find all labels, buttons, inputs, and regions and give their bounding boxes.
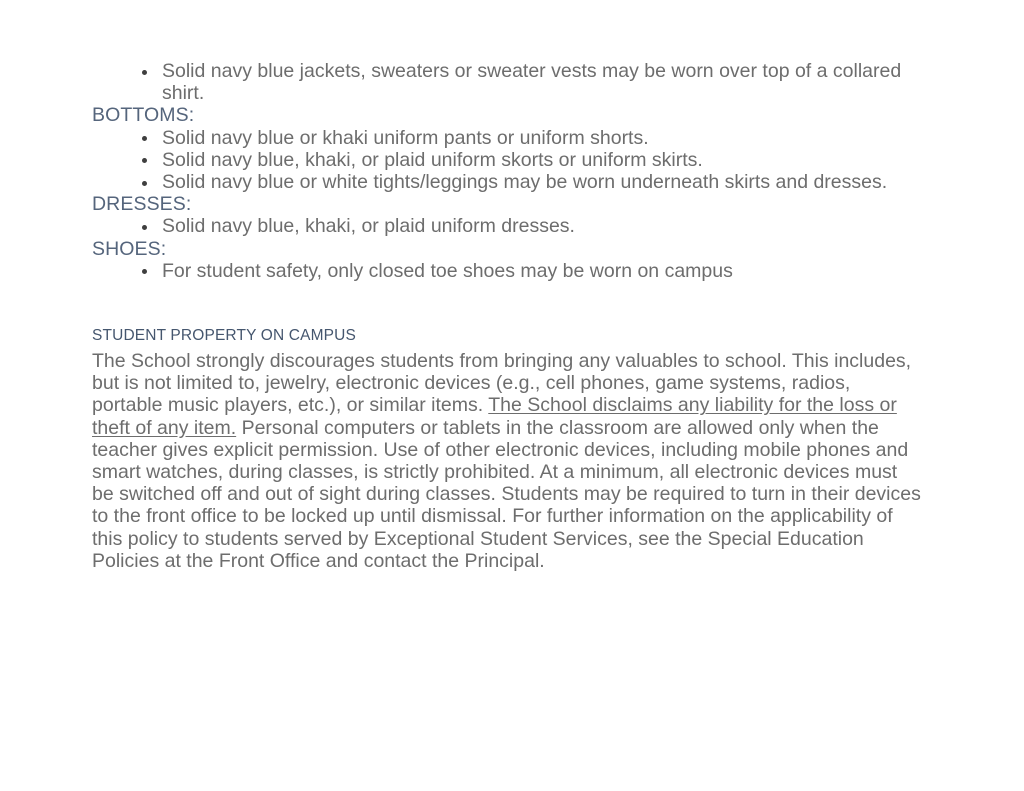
bullet-text: Solid navy blue, khaki, or plaid uniform dresses.	[162, 215, 575, 238]
section-spacer	[92, 282, 929, 326]
paragraph-text-rest: Personal computers or tablets in the classroom are allowed only when the teacher gives explicit permission. Use of other electronic devices, including mobile phones and smart watches, during classes, is strictly prohibited. At a minimum, all electronic devices must be switched off and out of sight during classes. Students may be required to turn in their devices to the front office to be locked up until dismissal. For further information on the applicability of this policy to students served by Exceptional Student Services, see the Special Education Policies at the Front Office and contact the Principal.	[92, 416, 921, 572]
bullet-text: Solid navy blue, khaki, or plaid uniform skorts or uniform skirts.	[162, 148, 703, 171]
list-item	[92, 215, 929, 237]
student-property-paragraph	[92, 350, 922, 572]
bullet-text: Solid navy blue or khaki uniform pants or uniform shorts.	[162, 126, 649, 149]
section-label-bottoms: BOTTOMS:	[92, 104, 195, 127]
section-label-dresses: DRESSES:	[92, 193, 192, 216]
bullet-text: Solid navy blue or white tights/leggings may be worn underneath skirts and dresses.	[162, 171, 888, 194]
tops-continued-bullet-list	[92, 60, 929, 104]
uniform-policy-section	[92, 60, 929, 282]
dresses-bullet-list	[92, 215, 929, 237]
list-item	[92, 149, 929, 171]
list-item	[92, 260, 929, 282]
list-item	[92, 60, 929, 104]
paragraph-text-underlined: The School disclaims any liability for the loss or theft of any item.	[92, 394, 897, 439]
section-label-shoes: SHOES:	[92, 237, 167, 260]
bullet-text: Solid navy blue jackets, sweaters or sweater vests may be worn over top of a collared shirt.	[162, 60, 902, 105]
bottoms-bullet-list	[92, 127, 929, 194]
bullet-text: For student safety, only closed toe shoes may be worn on campus	[162, 259, 733, 282]
list-item	[92, 171, 929, 193]
paragraph-text-lead: The School strongly discourages students from bringing any valuables to school. This includes, but is not limited to, jewelry, electronic devices (e.g., cell phones, game systems, radios, portable music players, etc.), or similar items.	[92, 350, 912, 417]
shoes-bullet-list	[92, 260, 929, 282]
list-item	[92, 127, 929, 149]
page-title: STUDENT PROPERTY ON CAMPUS	[92, 327, 357, 345]
